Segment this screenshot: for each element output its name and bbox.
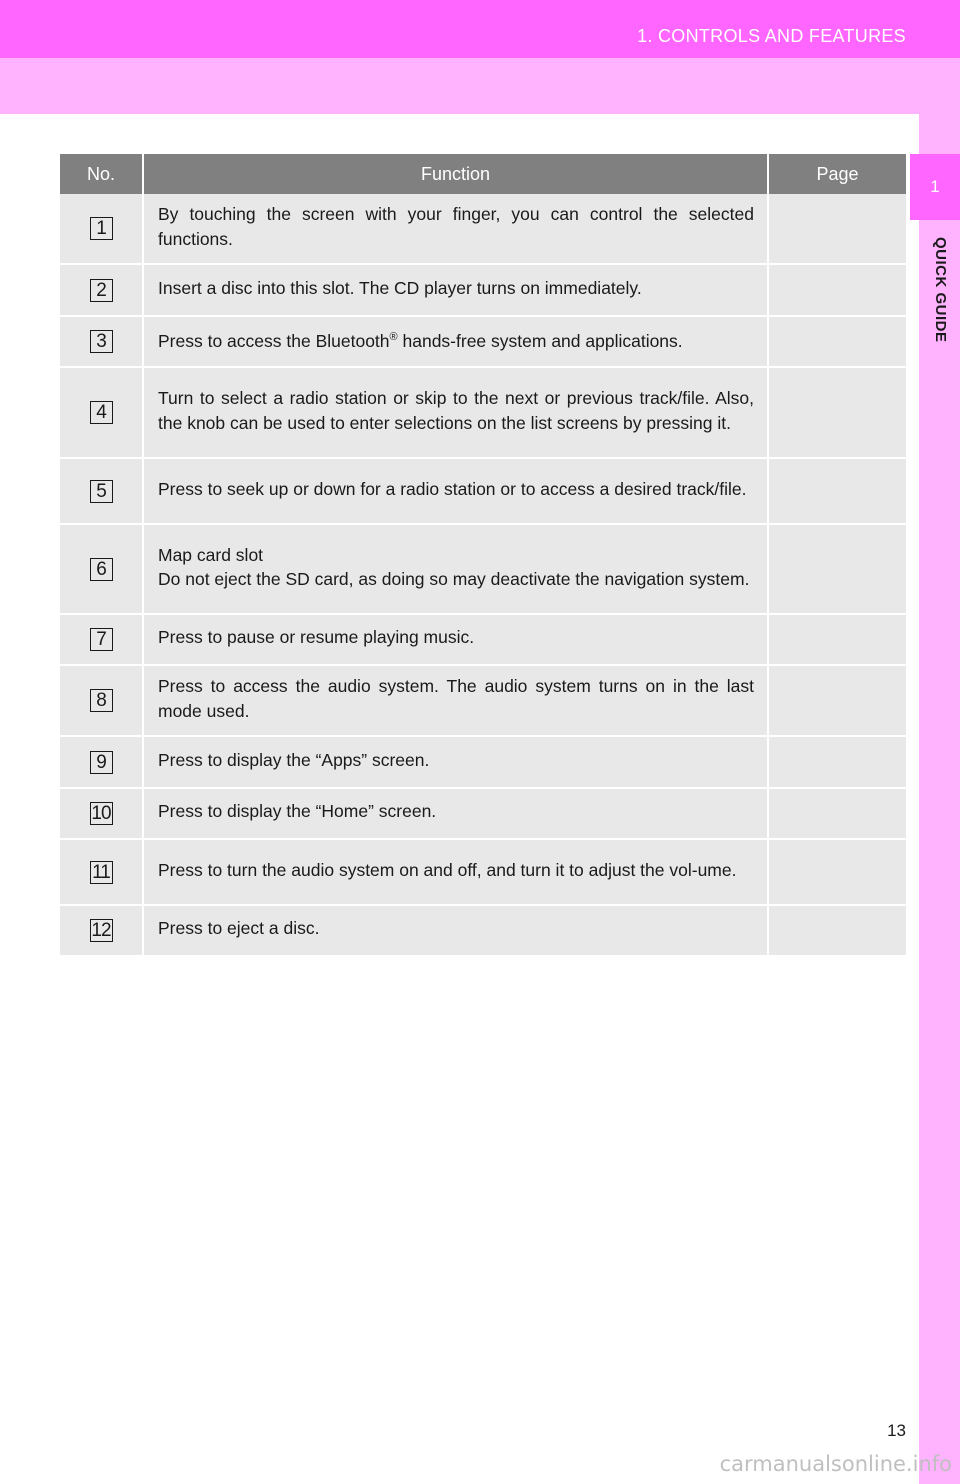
function-text-part: Press to access the Bluetooth — [158, 331, 390, 352]
item-number-icon: 5 — [90, 480, 113, 503]
section-title: 1. CONTROLS AND FEATURES — [637, 26, 906, 46]
function-text: Press to pause or resume playing music. — [143, 614, 768, 665]
page-ref — [768, 316, 906, 367]
page-ref — [768, 839, 906, 905]
page-ref — [768, 194, 906, 264]
table-row — [60, 905, 906, 956]
chapter-tab[interactable] — [910, 154, 960, 220]
function-text: Turn to select a radio station or skip to the next or previous track/file. Also, the knob can be used to enter selections on the list screens by pressing it. — [143, 367, 768, 458]
page-ref — [768, 524, 906, 614]
header-bar — [0, 0, 960, 58]
page-ref — [768, 665, 906, 736]
table-row — [60, 458, 906, 524]
item-number-icon: 2 — [90, 279, 113, 302]
table-row — [60, 264, 906, 316]
function-text-line: Map card slot — [158, 544, 264, 565]
item-number-icon: 3 — [90, 330, 113, 353]
function-text: Press to turn the audio system on and off, and turn it to adjust the vol-ume. — [143, 839, 768, 905]
item-number-icon: 10 — [91, 803, 111, 824]
function-text: Press to display the “Home” screen. — [143, 788, 768, 839]
function-text-part: hands-free system and applications. — [397, 331, 683, 352]
header-sub-band — [0, 58, 960, 114]
page-number: 13 — [887, 1421, 906, 1440]
page-ref — [768, 736, 906, 788]
header-no: No. — [60, 154, 143, 194]
chapter-label: QUICK GUIDE — [932, 237, 949, 343]
function-text: Insert a disc into this slot. The CD player turns on immediately. — [143, 264, 768, 316]
item-number-icon: 1 — [90, 217, 113, 240]
item-number-icon: 12 — [91, 920, 111, 941]
table-row — [60, 665, 906, 736]
function-text — [143, 316, 768, 367]
item-number-icon: 9 — [90, 751, 113, 774]
function-text: Press to display the “Apps” screen. — [143, 736, 768, 788]
table-row — [60, 316, 906, 367]
function-text: Press to access the audio system. The audio system turns on in the last mode used. — [143, 665, 768, 736]
function-text-line: Do not eject the SD card, as doing so may deactivate the navigation system. — [158, 569, 750, 589]
page-ref — [768, 367, 906, 458]
item-number-icon: 7 — [90, 628, 113, 651]
item-number-icon: 11 — [90, 861, 113, 884]
function-text: Press to seek up or down for a radio station or to access a desired track/file. — [143, 458, 768, 524]
item-number-icon: 6 — [90, 558, 113, 581]
function-text: By touching the screen with your finger, you can control the selected functions. — [143, 194, 768, 264]
registered-mark: ® — [389, 331, 398, 344]
table-row — [60, 614, 906, 665]
page-ref — [768, 905, 906, 956]
table-row — [60, 736, 906, 788]
table-row — [60, 194, 906, 264]
table-header-row — [60, 154, 906, 194]
watermark: carmanualsonline.info — [719, 1452, 952, 1476]
function-text: Press to eject a disc. — [143, 905, 768, 956]
item-number-icon: 4 — [90, 401, 113, 424]
page-ref — [768, 614, 906, 665]
header-function: Function — [143, 154, 768, 194]
page-ref — [768, 458, 906, 524]
function-table — [60, 154, 906, 957]
table-row — [60, 367, 906, 458]
header-page: Page — [768, 154, 906, 194]
table-row — [60, 788, 906, 839]
table-row — [60, 524, 906, 614]
table-row — [60, 839, 906, 905]
page-ref — [768, 264, 906, 316]
page-ref — [768, 788, 906, 839]
chapter-number: 1 — [930, 177, 940, 196]
function-text — [143, 524, 768, 614]
item-number-icon: 8 — [90, 689, 113, 712]
